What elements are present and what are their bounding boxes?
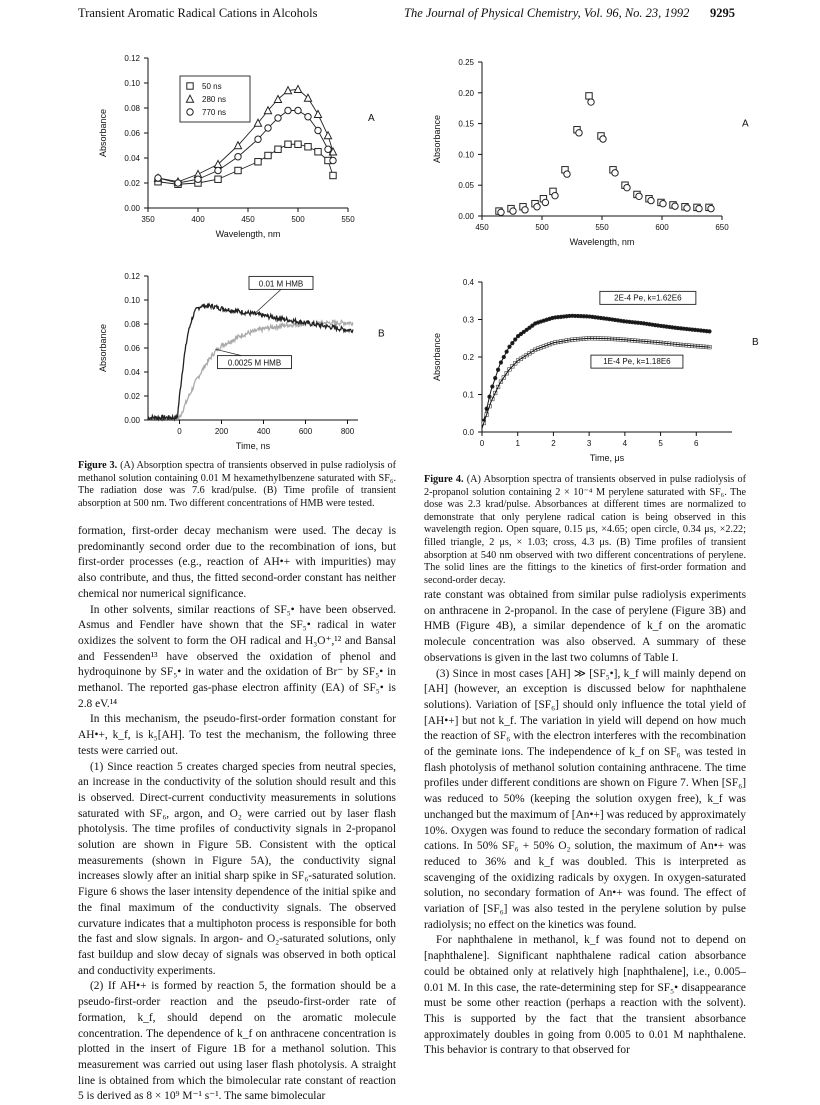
data-point: [586, 93, 592, 99]
x-tick-label: 650: [715, 223, 729, 232]
data-point: [285, 107, 291, 113]
data-point: [552, 192, 558, 198]
page-number: 9295: [710, 6, 735, 20]
y-tick-label: 0.08: [124, 104, 140, 113]
y-tick-label: 0.04: [124, 154, 140, 163]
y-tick-label: 0.20: [458, 88, 474, 98]
y-tick-label: 0.00: [124, 204, 140, 213]
left-paragraph: formation, first-order decay mechanism were used. The decay is predominantly second order due to the recombination of ions, but first-order processes (e.g., reaction of AH•+ with impurities) may also contribute, and thus, the fitted second-order constant has neither chemical nor numerical significance.: [78, 525, 396, 600]
y-tick-label: 0.02: [124, 392, 140, 401]
data-point: [255, 159, 261, 165]
data-point: [315, 149, 321, 155]
x-tick-label: 500: [535, 223, 549, 232]
right-column: [424, 588, 746, 1059]
data-point: [708, 205, 714, 211]
data-point: [195, 176, 201, 182]
y-tick-label: 0.10: [124, 79, 140, 88]
y-axis-label: Absorbance: [98, 108, 108, 158]
data-point: [636, 193, 642, 199]
y-tick-label: 0.12: [124, 272, 140, 281]
data-point: [295, 107, 301, 113]
annotation-label: 0.01 M HMB: [258, 279, 304, 289]
data-point: [576, 130, 582, 136]
legend-label: 50 ns: [202, 82, 222, 91]
running-head-journal: The Journal of Physical Chemistry, Vol. 96, No. 23, 1992: [404, 6, 690, 20]
figure-4-caption-lead: Figure 4.: [424, 474, 464, 485]
left-paragraph: (2) If AH•+ is formed by reaction 5, the formation should be a pseudo-first-order reaction and the pseudo-first-order rate of formation, k_f, should depend on the aromatic molecule concentration. The dependence of k_f on anthracene concentration is plotted in the insert of Figure 1B for a methanol solution. This measurement was carried out using laser flash photolysis. A straight line is obtained from which the bimolecular rate constant of reaction 5 is derived as 8 × 10⁹ M⁻¹ s⁻¹. The same bimolecular: [78, 980, 396, 1103]
figure-4-caption-text: (A) Absorption spectra of transients observed in pulse radiolysis of 2-propanol solution containing 2 × 10⁻⁴ M perylene saturated with SF₆. The dose was 2.3 krad/pulse. Absorbances at different times are normalized to demonstrate that only perylene radical cation is being observed in this wavelength region. Open square, 0.15 μs, ×4.65; open circle, 0.34 μs, ×2.22; filled triangle, 2 μs, × 1.03; cross, 4.3 μs. (B) Time profiles of transient absorption at 540 nm observed with two different concentrations of perylene. The solid lines are the fittings to the kinetics of first-order formation and second-order decay.: [424, 474, 746, 586]
data-point: [265, 125, 271, 131]
y-tick-label: 0.25: [458, 58, 474, 67]
y-tick-label: 0.0: [462, 428, 474, 437]
data-point: [330, 157, 336, 163]
right-paragraph: (3) Since in most cases [AH] ≫ [SF₅•], k_f will mainly depend on [AH] (however, an exception is discussed below for naphthalene solutions). Variation of [SF₆] should only influence the total yield of [AH•+] but not k_f. The variation in yield will depend on how much the reaction of SF₆ with the electron interferes with the recombination of the geminate ions. The independence of k_f on SF₆ was tested in flash photolysis of methanol solution containing anthracene. The time profiles under different conditions are shown on Figure 7. When [SF₆] was reduced to 50% (keeping the solution oxygen free), k_f was unchanged but the maximum of [An•+] was reduced by approximately 10%. Oxygen was found to reduce the secondary formation of radical cations. In 50% SF₆ + 50% O₂ solution, the maximum of An•+ was reduced to 36% and k_f was doubled. This is interpreted as scavenging of the oxidizing radicals by oxygen. In oxygen-saturated solution, no secondary formation of An•+ was found. The effect of variation of [SF₆] was also tested in the perylene solution by pulse radiolysis; no effect on the kinetics was found.: [424, 667, 746, 931]
left-paragraph: In other solvents, similar reactions of SF₅• have been observed. Asmus and Fendler have shown that the SF₅• radical in water oxidizes the solvent to form the OH radical and H₃O⁺,¹² and Bansal and Fessenden¹³ have observed the oxidation of phenol and hydroquinone by SF₅• in water and the oxidation of Br⁻ by SF₅• in methanol. The reported gas-phase electron affinity (EA) of SF₅• is 2.8 eV.¹⁴: [78, 603, 396, 710]
y-tick-label: 0.06: [124, 129, 140, 138]
data-point: [600, 136, 606, 142]
data-point: [294, 85, 301, 92]
x-tick-label: 450: [241, 215, 255, 224]
data-point: [315, 127, 321, 133]
x-tick-label: 600: [655, 223, 669, 232]
x-tick-label: 500: [291, 215, 305, 224]
x-axis-label: Wavelength, nm: [215, 229, 281, 239]
data-point: [542, 199, 548, 205]
data-point: [564, 171, 570, 177]
data-point: [648, 197, 654, 203]
data-point: [672, 203, 678, 209]
figure-3-caption-lead: Figure 3.: [78, 460, 118, 471]
data-point: [624, 184, 630, 190]
panel-label: B: [752, 337, 759, 348]
data-point: [175, 180, 181, 186]
y-tick-label: 0.08: [124, 320, 140, 329]
x-tick-label: 600: [298, 427, 313, 436]
y-tick-label: 0.3: [462, 315, 474, 325]
figure-3a-chart: [78, 48, 400, 250]
y-tick-label: 0.05: [458, 181, 474, 191]
x-axis-label: Time, μs: [589, 453, 625, 463]
data-point: [660, 200, 666, 206]
y-tick-label: 0.06: [124, 344, 140, 353]
x-tick-label: 0: [479, 439, 485, 448]
running-head-left: Transient Aromatic Radical Cations in Alcohols: [78, 6, 318, 20]
annotation-label: 0.0025 M HMB: [227, 358, 282, 368]
fit-line: [482, 316, 711, 429]
data-point: [510, 208, 516, 214]
x-tick-label: 4: [622, 439, 628, 448]
data-point: [325, 146, 331, 152]
y-tick-label: 0.10: [124, 296, 140, 305]
legend-label: 770 ns: [202, 108, 227, 117]
data-point: [330, 172, 336, 178]
data-point: [612, 170, 618, 176]
legend-label: 280 ns: [202, 95, 227, 104]
data-point: [324, 132, 331, 139]
figure-4b-chart: [420, 272, 759, 468]
right-paragraph: rate constant was obtained from similar pulse radiolysis experiments on anthracene in 2-propanol. In the case of perylene (Figure 3B) and HMB (Figure 4B), a similar dependence of k_f on the aromatic molecule concentration was also observed. A summary of these observations is given in the last two columns of Table I.: [424, 589, 746, 664]
y-tick-label: 0.4: [462, 278, 474, 287]
data-point: [498, 209, 504, 215]
y-tick-label: 0.00: [124, 416, 140, 425]
data-point: [275, 115, 281, 121]
data-point: [265, 152, 271, 158]
x-tick-label: 400: [191, 215, 205, 224]
x-tick-label: 550: [595, 223, 609, 232]
data-point: [295, 141, 301, 147]
annotation-label: 2E-4 Pe, k=1.62E6: [614, 293, 682, 303]
data-point: [534, 204, 540, 210]
y-tick-label: 0.1: [462, 390, 474, 400]
x-tick-label: 0: [177, 427, 182, 436]
data-point: [215, 176, 221, 182]
y-axis-label: Absorbance: [432, 332, 442, 382]
x-tick-label: 800: [340, 427, 355, 436]
legend-marker: [187, 109, 193, 115]
x-tick-label: 3: [586, 439, 592, 448]
right-paragraph: For naphthalene in methanol, k_f was found not to depend on [naphthalene]. Significant naphthalene radical cation absorbance could be obtained only at relatively high [naphthalene], i.e., 0.005–0.01 M. In this case, the rate-determining step for SF₅• disappearance must be some other reaction (perhaps a reaction with the solvent). This is supported by the fact that the transient absorbance approximately doubles in going from 0.005 to 0.01 M naphthalene. This behavior is contrary to that observed for: [424, 934, 746, 1057]
data-point: [285, 141, 291, 147]
fit-line: [482, 338, 711, 428]
annotation-leader: [255, 289, 281, 313]
figure-3b-chart: [78, 268, 400, 456]
panel-label: A: [742, 118, 749, 130]
y-tick-label: 0.02: [124, 179, 140, 188]
data-point: [684, 205, 690, 211]
left-column: [78, 524, 396, 1105]
x-tick-label: 200: [214, 427, 229, 436]
figure-3-caption: [78, 460, 396, 510]
data-point: [155, 175, 161, 181]
data-point: [314, 110, 321, 117]
x-axis-label: Wavelength, nm: [569, 237, 635, 247]
left-paragraph: In this mechanism, the pseudo-first-order formation constant for AH•+, k_f, is k₅[AH]. To test the mechanism, the following three tests were carried out.: [78, 713, 396, 757]
legend-marker: [187, 83, 193, 89]
y-axis-label: Absorbance: [432, 114, 442, 164]
y-tick-label: 0.2: [462, 353, 474, 362]
x-tick-label: 450: [475, 223, 489, 232]
data-point: [696, 205, 702, 211]
y-tick-label: 0.04: [124, 368, 140, 377]
y-tick-label: 0.00: [458, 212, 474, 221]
panel-label: A: [368, 113, 375, 124]
x-tick-label: 400: [256, 427, 271, 436]
data-point: [305, 144, 311, 150]
data-point: [255, 136, 261, 142]
x-tick-label: 550: [341, 215, 355, 224]
data-point: [588, 99, 594, 105]
data-point: [215, 167, 221, 173]
data-point: [522, 207, 528, 213]
x-axis-label: Time, ns: [235, 441, 271, 451]
x-tick-label: 350: [141, 215, 155, 224]
data-point: [235, 167, 241, 173]
x-tick-label: 6: [694, 439, 699, 448]
y-tick-label: 0.10: [458, 150, 474, 160]
figure-3-caption-text: (A) Absorption spectra of transients observed in pulse radiolysis of methanol solution containing 0.01 M hexamethylbenzene saturated with SF₆. The radiation dose was 7.6 krad/pulse. (B) Time profile of transient absorption at 500 nm. Two different concentrations of HMB were tested.: [78, 460, 396, 509]
data-point: [235, 154, 241, 160]
left-paragraph: (1) Since reaction 5 creates charged species from neutral species, an increase in the conductivity of the solution should result and this is observed. Direct-current conductivity measurements in solutions saturated with SF₆, argon, and O₂ were carried out by laser flash photolysis. The time profiles of conductivity signals in 2-propanol solution are shown in Figure 5B. Consistent with the optical measurements (shown in Figure 5A), the conductivity signal increases slowly after an initial sharp spike in SF₆-saturated solution. Figure 6 shows the laser intensity dependence of the initial spike and the final maximum of the conductivity signals. The observed curvature indicates that a multiphoton process is responsible for both the fast and slow signals. In argon- and O₂-saturated solutions, only fast buildup and slow decay of signals was observed in both optical and conductivity experiments.: [78, 760, 396, 977]
data-point: [275, 146, 281, 152]
x-tick-label: 5: [658, 439, 663, 448]
y-tick-label: 0.15: [458, 119, 474, 129]
x-tick-label: 2: [551, 439, 556, 448]
annotation-leader: [215, 349, 241, 355]
x-tick-label: 1: [515, 439, 520, 448]
figure-4a-chart: [420, 48, 750, 250]
figure-4-caption: [424, 474, 746, 587]
panel-label: B: [378, 328, 385, 340]
y-tick-label: 0.12: [124, 54, 140, 63]
data-point: [305, 114, 311, 120]
y-axis-label: Absorbance: [98, 323, 108, 373]
annotation-label: 1E-4 Pe, k=1.18E6: [603, 357, 671, 367]
